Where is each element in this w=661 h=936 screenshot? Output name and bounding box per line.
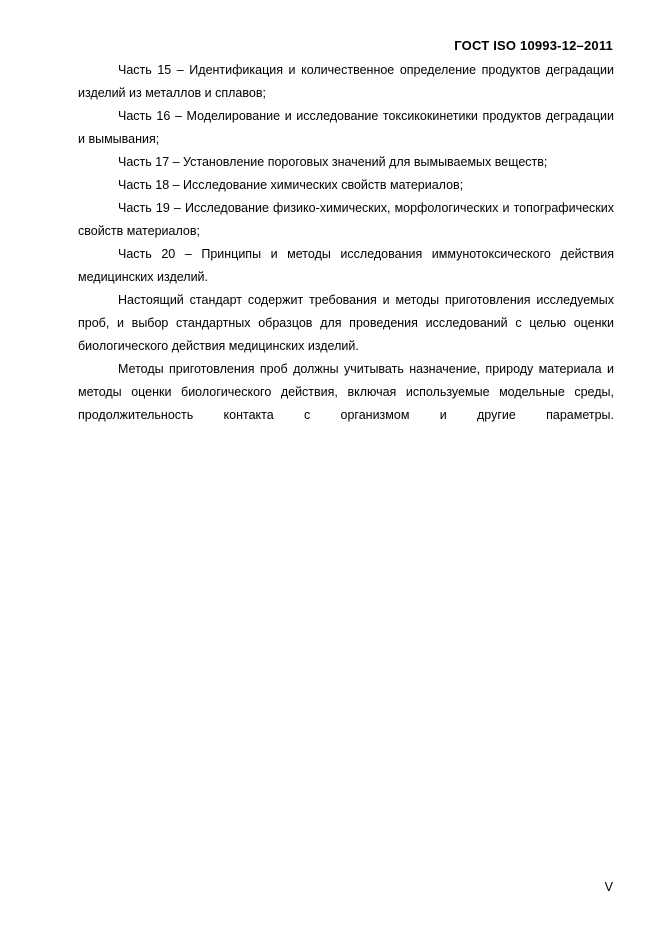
paragraph-part-17: Часть 17 – Установление пороговых значений для вымываемых веществ; [118,155,548,169]
paragraph-methods: Методы приготовления проб должны учитывать назначение, природу материала и методы оценки биологического действия, включая используемые модельные среды, продолжительность контакта с организмом и другие параметры. [78,362,614,422]
page-number: V [604,880,613,894]
paragraph-part-20: Часть 20 – Принципы и методы исследования иммунотоксического действия медицинских изделий. [78,247,614,284]
paragraph-part-15: Часть 15 – Идентификация и количественное определение продуктов деградации изделий из металлов и сплавов; [78,63,614,100]
document-body [78,59,614,427]
paragraph-part-18: Часть 18 – Исследование химических свойств материалов; [118,178,464,192]
paragraph-part-16: Часть 16 – Моделирование и исследование токсикокинетики продуктов деградации и вымывания; [78,109,614,146]
paragraph-part-19: Часть 19 – Исследование физико-химических, морфологических и топографических свойств материалов; [78,201,614,238]
paragraph-scope: Настоящий стандарт содержит требования и методы приготовления исследуемых проб, и выбор стандартных образцов для проведения исследований с целью оценки биологического действия медицинских изделий. [78,293,614,353]
standard-code-header: ГОСТ ISO 10993-12–2011 [454,38,613,53]
